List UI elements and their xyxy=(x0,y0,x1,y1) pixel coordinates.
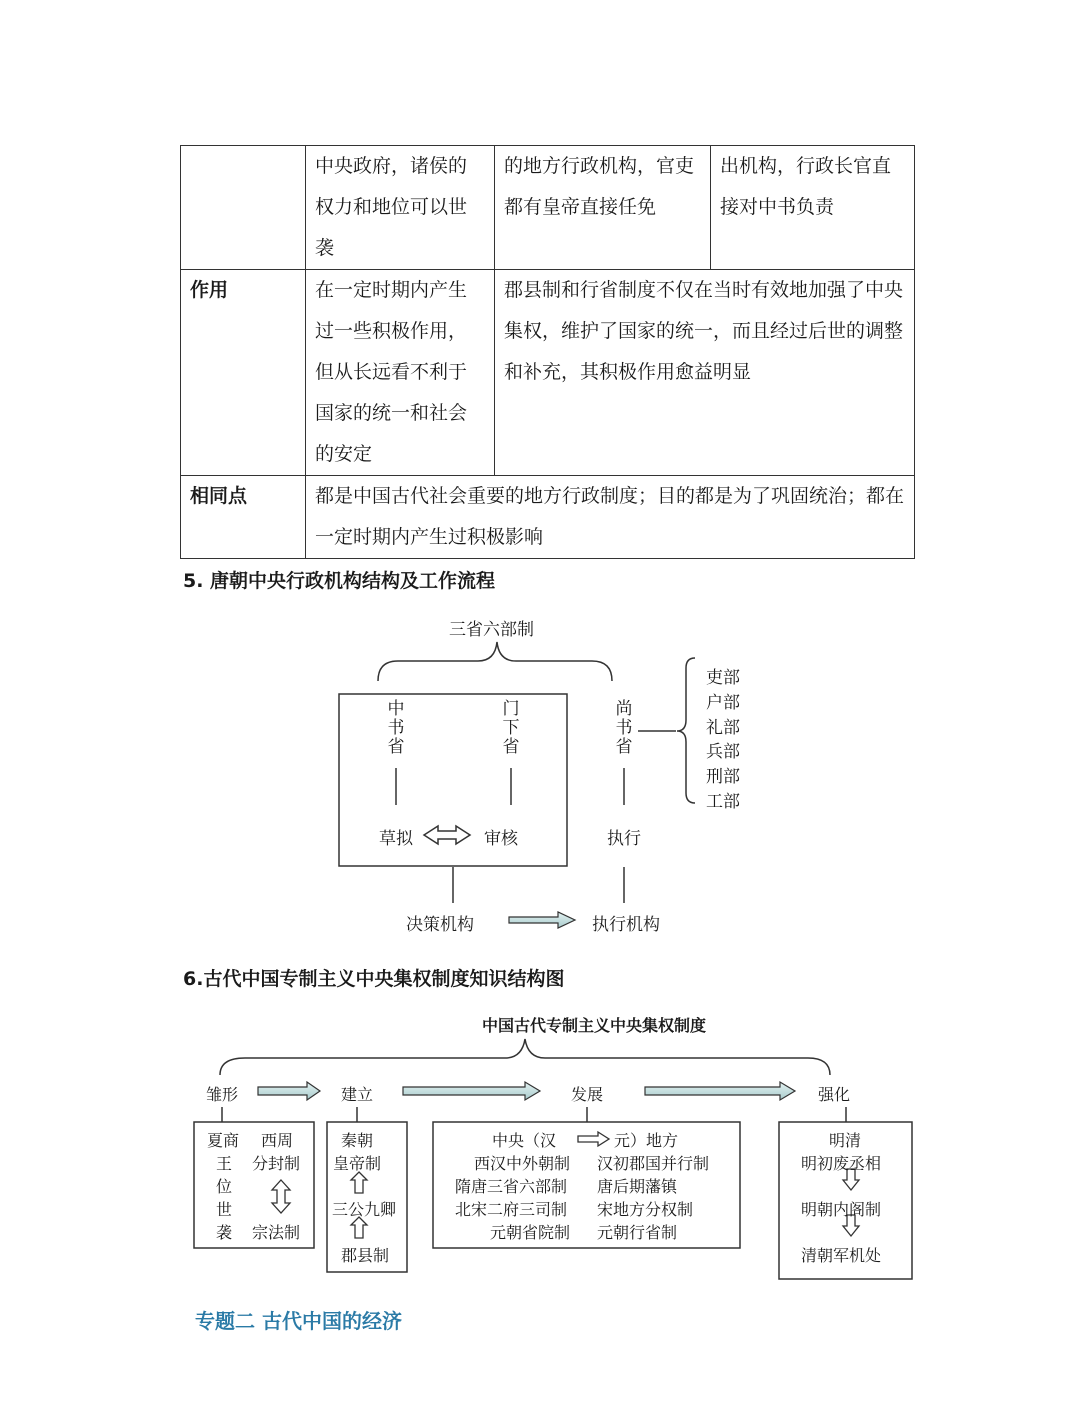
central-item: 隋唐三省六部制 xyxy=(455,1177,568,1196)
decision-box xyxy=(339,694,567,866)
central-item: 北宋二府三司制 xyxy=(455,1200,568,1219)
ministry-item: 吏部 xyxy=(706,668,740,688)
western-zhou-label: 西周 xyxy=(261,1131,294,1150)
central-item: 元朝省院制 xyxy=(490,1223,571,1242)
xia-shang-label: 夏商 xyxy=(207,1131,240,1150)
top-brace-6 xyxy=(220,1039,830,1075)
stage-embryo: 雏形 xyxy=(206,1085,239,1104)
menxia-office: 门下省 xyxy=(502,699,520,757)
ming-qing-label: 明清 xyxy=(829,1131,862,1150)
draft-label: 草拟 xyxy=(379,829,413,849)
grand-council-label: 清朝军机处 xyxy=(801,1246,882,1265)
zhongshu-office: 中书省 xyxy=(387,699,405,757)
central-item: 西汉中外朝制 xyxy=(474,1154,571,1173)
vertical-char: 世 xyxy=(216,1200,233,1219)
grand-secretariat-label: 明朝内阁制 xyxy=(801,1200,882,1219)
local-item: 元朝行省制 xyxy=(597,1223,678,1242)
local-item: 唐后期藩镇 xyxy=(597,1177,678,1196)
table-cell: 的地方行政机构，官吏都有皇帝直接任免 xyxy=(495,146,711,270)
table-cell: 中央政府，诸侯的权力和地位可以世袭 xyxy=(306,146,495,270)
flow-arrow xyxy=(509,912,575,928)
system-label: 中国古代专制主义中央集权制度 xyxy=(482,1016,707,1035)
ministry-item: 兵部 xyxy=(706,742,740,762)
yuan-local-label: 元）地方 xyxy=(614,1131,679,1150)
vertical-char: 位 xyxy=(216,1177,233,1196)
ministry-item: 工部 xyxy=(706,792,740,812)
three-dukes-label: 三公九卿 xyxy=(332,1200,397,1219)
central-han-label: 中央（汉 xyxy=(492,1131,557,1150)
executive-label: 执行机构 xyxy=(592,915,660,935)
top-brace xyxy=(378,642,612,681)
patriarchal-label: 宗法制 xyxy=(252,1223,301,1242)
table-cell: 在一定时期内产生过一些积极作用，但从长远看不利于国家的统一和社会的安定 xyxy=(306,270,495,476)
ministries-brace xyxy=(677,658,695,803)
stage-develop: 发展 xyxy=(571,1085,604,1104)
execute-label: 执行 xyxy=(607,829,641,849)
vertical-char: 王 xyxy=(216,1154,233,1173)
right-arrow xyxy=(578,1132,609,1146)
three-departments-label: 三省六部制 xyxy=(449,620,534,640)
local-item: 汉初郡国并行制 xyxy=(597,1154,710,1173)
ministry-item: 礼部 xyxy=(706,718,740,738)
row-header-effect: 作用 xyxy=(181,270,306,476)
table-cell: 出机构，行政长官直接对中书负责 xyxy=(711,146,915,270)
up-arrow xyxy=(351,1172,367,1193)
double-arrow xyxy=(424,826,470,844)
local-item: 宋地方分权制 xyxy=(597,1200,694,1219)
ministry-item: 户部 xyxy=(706,693,740,713)
stage-strengthen: 强化 xyxy=(818,1085,851,1104)
review-label: 审核 xyxy=(484,829,518,849)
ministry-item: 刑部 xyxy=(706,767,740,787)
up-arrow xyxy=(351,1217,367,1238)
decision-label: 决策机构 xyxy=(406,915,474,935)
vertical-char: 袭 xyxy=(216,1223,233,1242)
enfeoffment-label: 分封制 xyxy=(252,1154,301,1173)
table-cell: 都是中国古代社会重要的地方行政制度；目的都是为了巩固统治；都在一定时期内产生过积极影响 xyxy=(306,476,915,559)
updown-arrow xyxy=(272,1180,290,1213)
section5-heading: 5. 唐朝中央行政机构结构及工作流程 xyxy=(183,570,496,592)
qin-label: 秦朝 xyxy=(341,1131,374,1150)
shangshu-office: 尚书省 xyxy=(615,699,633,757)
row-header-similarity: 相同点 xyxy=(181,476,306,559)
emperor-system-label: 皇帝制 xyxy=(333,1154,382,1173)
commandery-label: 郡县制 xyxy=(341,1246,390,1265)
stage-establish: 建立 xyxy=(341,1085,374,1104)
abolish-chancellor-label: 明初废丞相 xyxy=(801,1154,882,1173)
topic-two-title: 专题二 古代中国的经济 xyxy=(195,1309,402,1333)
table-cell: 郡县制和行省制度不仅在当时有效地加强了中央集权，维护了国家的统一，而且经过后世的调整和补充，其积极作用愈益明显 xyxy=(495,270,915,476)
section6-heading: 6.古代中国专制主义中央集权制度知识结构图 xyxy=(183,968,565,990)
